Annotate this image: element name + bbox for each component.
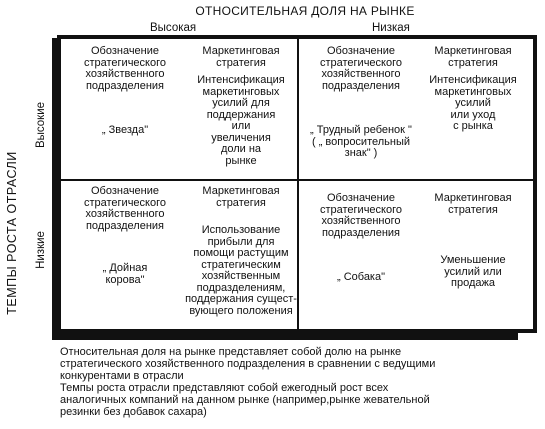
quadrant-name-cash-cow — [65, 263, 185, 286]
text-line: рынке — [225, 154, 257, 167]
text-line: Темпы роста отрасли представляют собой ежегодный рост всех — [60, 382, 389, 394]
text-line: конкурентами в отрасли — [60, 370, 184, 382]
quadrant-name-star: „ Звезда" — [101, 124, 149, 136]
strategy-label — [185, 186, 297, 209]
text-line: или уход — [450, 108, 496, 121]
text-line: поддержания сущест- — [185, 293, 297, 305]
text-line: „ Трудный ребенок " — [310, 124, 412, 136]
text-line: подразделения — [321, 79, 401, 92]
strategy-text — [185, 75, 297, 167]
text-line: Интенсификация — [197, 74, 285, 86]
text-line: стратегия — [216, 196, 266, 209]
text-line: усилий — [455, 97, 491, 109]
designation-label — [65, 186, 185, 232]
text-line: Уменьшение — [440, 254, 506, 266]
text-line: вующего положения — [189, 304, 293, 317]
text-line: Маркетинговая — [202, 45, 280, 57]
text-line: поддержания — [206, 108, 276, 121]
text-line: стратегического — [319, 56, 402, 69]
text-line: Обозначение — [326, 192, 396, 204]
strategy-label — [417, 193, 529, 216]
text-line: корова" — [105, 273, 145, 286]
text-line: маркетинговых — [202, 85, 280, 98]
column-label-high: Высокая — [150, 22, 197, 34]
text-line: Интенсификация — [429, 74, 517, 86]
text-line: Обозначение — [90, 45, 160, 57]
text-line: стратегического — [83, 196, 166, 209]
text-line: стратегического хозяйственного подразделения в сравнении с ведущими — [60, 358, 436, 370]
y-axis-text: ТЕМПЫ РОСТА ОТРАСЛИ — [5, 151, 19, 315]
text-line: увеличения — [211, 131, 271, 144]
y-axis-label — [2, 118, 22, 348]
text-line: Маркетинговая — [202, 185, 280, 197]
row-label-low — [32, 200, 50, 300]
text-line: подразделения — [85, 79, 165, 92]
text-line: Использование — [201, 224, 281, 236]
text-line: стратегическим — [201, 258, 281, 271]
row-label-low-text: Низкие — [35, 231, 47, 269]
text-line: Маркетинговая — [434, 192, 512, 204]
strategy-label — [185, 46, 297, 69]
text-line: маркетинговых — [434, 85, 512, 98]
designation-label — [301, 46, 421, 92]
text-line: подразделениям, — [196, 281, 286, 294]
text-line: аналогичных компаний на данном рынке (например,рынке жевательной — [60, 394, 430, 406]
notes — [60, 346, 538, 418]
text-line: стратегия — [448, 56, 498, 69]
text-line: хозяйственным — [201, 270, 281, 282]
text-line: Обозначение — [90, 185, 160, 197]
row-label-high — [32, 80, 50, 170]
text-line: ( „ вопросительный — [311, 135, 411, 148]
matrix-horizontal-divider — [61, 179, 533, 181]
strategy-text — [185, 225, 297, 317]
strategy-text — [417, 75, 529, 133]
text-line: хозяйственного — [85, 68, 165, 80]
row-label-high-text: Высокие — [35, 101, 47, 149]
text-line: хозяйственного — [321, 68, 401, 80]
text-line: „ Дойная — [102, 262, 148, 274]
text-line: хозяйственного — [85, 208, 165, 220]
strategy-text — [417, 255, 529, 290]
text-line: Маркетинговая — [434, 45, 512, 57]
text-line: стратегического — [83, 56, 166, 69]
text-line: прибыли для — [207, 235, 275, 248]
text-line: с рынка — [453, 120, 493, 132]
text-line: усилий для — [212, 97, 270, 109]
text-line: стратегического — [319, 203, 402, 216]
designation-label — [301, 193, 421, 239]
text-line: помощи растущим — [193, 247, 289, 259]
column-label-low: Низкая — [372, 22, 410, 34]
bcg-matrix — [60, 38, 534, 330]
quadrant-name-dog: „ Собака" — [336, 271, 386, 283]
quadrant-name-problem-child — [301, 125, 421, 160]
text-line: Относительная доля на рынке представляет собой долю на рынке — [60, 346, 402, 358]
text-line: подразделения — [85, 219, 165, 232]
text-line: Обозначение — [326, 45, 396, 57]
chart-title: ОТНОСИТЕЛЬНАЯ ДОЛЯ НА РЫНКЕ — [195, 4, 415, 18]
text-line: подразделения — [321, 226, 401, 239]
text-line: доли на — [220, 143, 262, 155]
text-line: стратегия — [448, 203, 498, 216]
text-line: продажа — [451, 277, 495, 289]
text-line: усилий или — [444, 265, 502, 278]
text-line: знак" ) — [344, 147, 378, 159]
text-line: стратегия — [216, 56, 266, 69]
designation-label — [65, 46, 185, 92]
text-line: хозяйственного — [321, 215, 401, 227]
matrix-vertical-divider — [297, 39, 299, 329]
strategy-label — [417, 46, 529, 69]
text-line: или — [231, 120, 251, 132]
text-line: резинки без добавок сахара) — [60, 406, 207, 418]
